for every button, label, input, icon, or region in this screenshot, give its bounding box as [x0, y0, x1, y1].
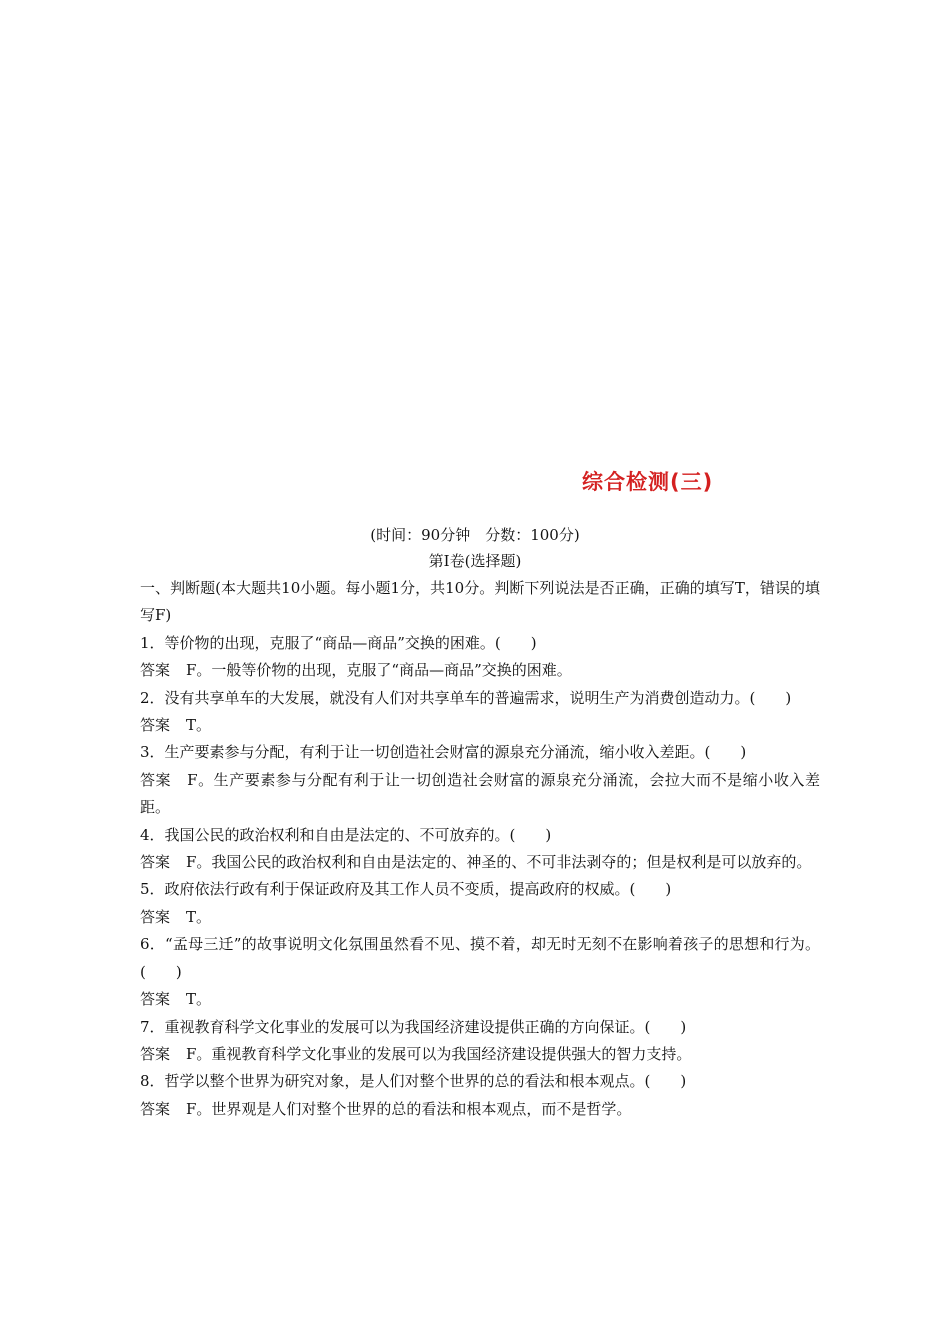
answer-text: F。一般等价物的出现，克服了“商品—商品”交换的困难。: [186, 661, 572, 680]
question-2: 2．没有共享单车的大发展，就没有人们对共享单车的普遍需求，说明生产为消费创造动力。( ): [140, 688, 792, 707]
answer-3: [140, 767, 820, 822]
answer-label: 答案: [140, 990, 171, 1009]
answer-label: 答案: [140, 1099, 171, 1118]
answer-8: [140, 1096, 820, 1123]
answer-label: 答案: [140, 853, 171, 872]
answer-label: 答案: [140, 1044, 171, 1063]
answer-text: T。: [186, 907, 212, 926]
question-5: 5．政府依法行政有利于保证政府及其工作人员不变质，提高政府的权威。( ): [140, 880, 672, 899]
question-7: 7．重视教育科学文化事业的发展可以为我国经济建设提供正确的方向保证。( ): [140, 1017, 687, 1036]
answer-7: [140, 1041, 820, 1068]
document-title: 综合检测(三): [582, 470, 714, 494]
question-3: 3．生产要素参与分配，有利于让一切创造社会财富的源泉充分涌流，缩小收入差距。( ): [140, 743, 747, 762]
answer-text: T。: [186, 990, 212, 1009]
question-6: 6．“孟母三迁”的故事说明文化氛围虽然看不见、摸不着，却无时无刻不在影响着孩子的思想和行为。( ): [140, 935, 820, 981]
answer-text: F。世界观是人们对整个世界的总的看法和根本观点，而不是哲学。: [186, 1099, 632, 1118]
answer-text: T。: [186, 716, 212, 735]
question-1: 1．等价物的出现，克服了“商品—商品”交换的困难。( ): [140, 633, 537, 652]
question-section: [140, 575, 820, 1123]
answer-text: F。生产要素参与分配有利于让一切创造社会财富的源泉充分涌流，会拉大而不是缩小收入差距。: [140, 770, 820, 817]
answer-text: F。重视教育科学文化事业的发展可以为我国经济建设提供强大的智力支持。: [186, 1044, 692, 1063]
answer-6: [140, 986, 820, 1013]
answer-text: F。我国公民的政治权利和自由是法定的、神圣的、不可非法剥夺的；但是权利是可以放弃的。: [186, 853, 812, 872]
answer-label: 答案: [140, 907, 171, 926]
answer-label: 答案: [140, 770, 172, 789]
answer-5: [140, 904, 820, 931]
volume-heading: 第Ⅰ卷(选择题): [428, 552, 522, 570]
question-8: 8．哲学以整个世界为研究对象，是人们对整个世界的总的看法和根本观点。( ): [140, 1072, 687, 1091]
question-4: 4．我国公民的政治权利和自由是法定的、不可放弃的。( ): [140, 825, 552, 844]
answer-1: [140, 657, 820, 684]
answer-label: 答案: [140, 661, 171, 680]
answer-2: [140, 712, 820, 739]
exam-time-score: (时间：90分钟 分数：100分): [370, 526, 580, 544]
answer-label: 答案: [140, 716, 171, 735]
answer-4: [140, 849, 820, 876]
section-heading: 一、判断题(本大题共10小题。每小题1分，共10分。判断下列说法是否正确，正确的填写T，错误的填写F): [140, 579, 820, 625]
